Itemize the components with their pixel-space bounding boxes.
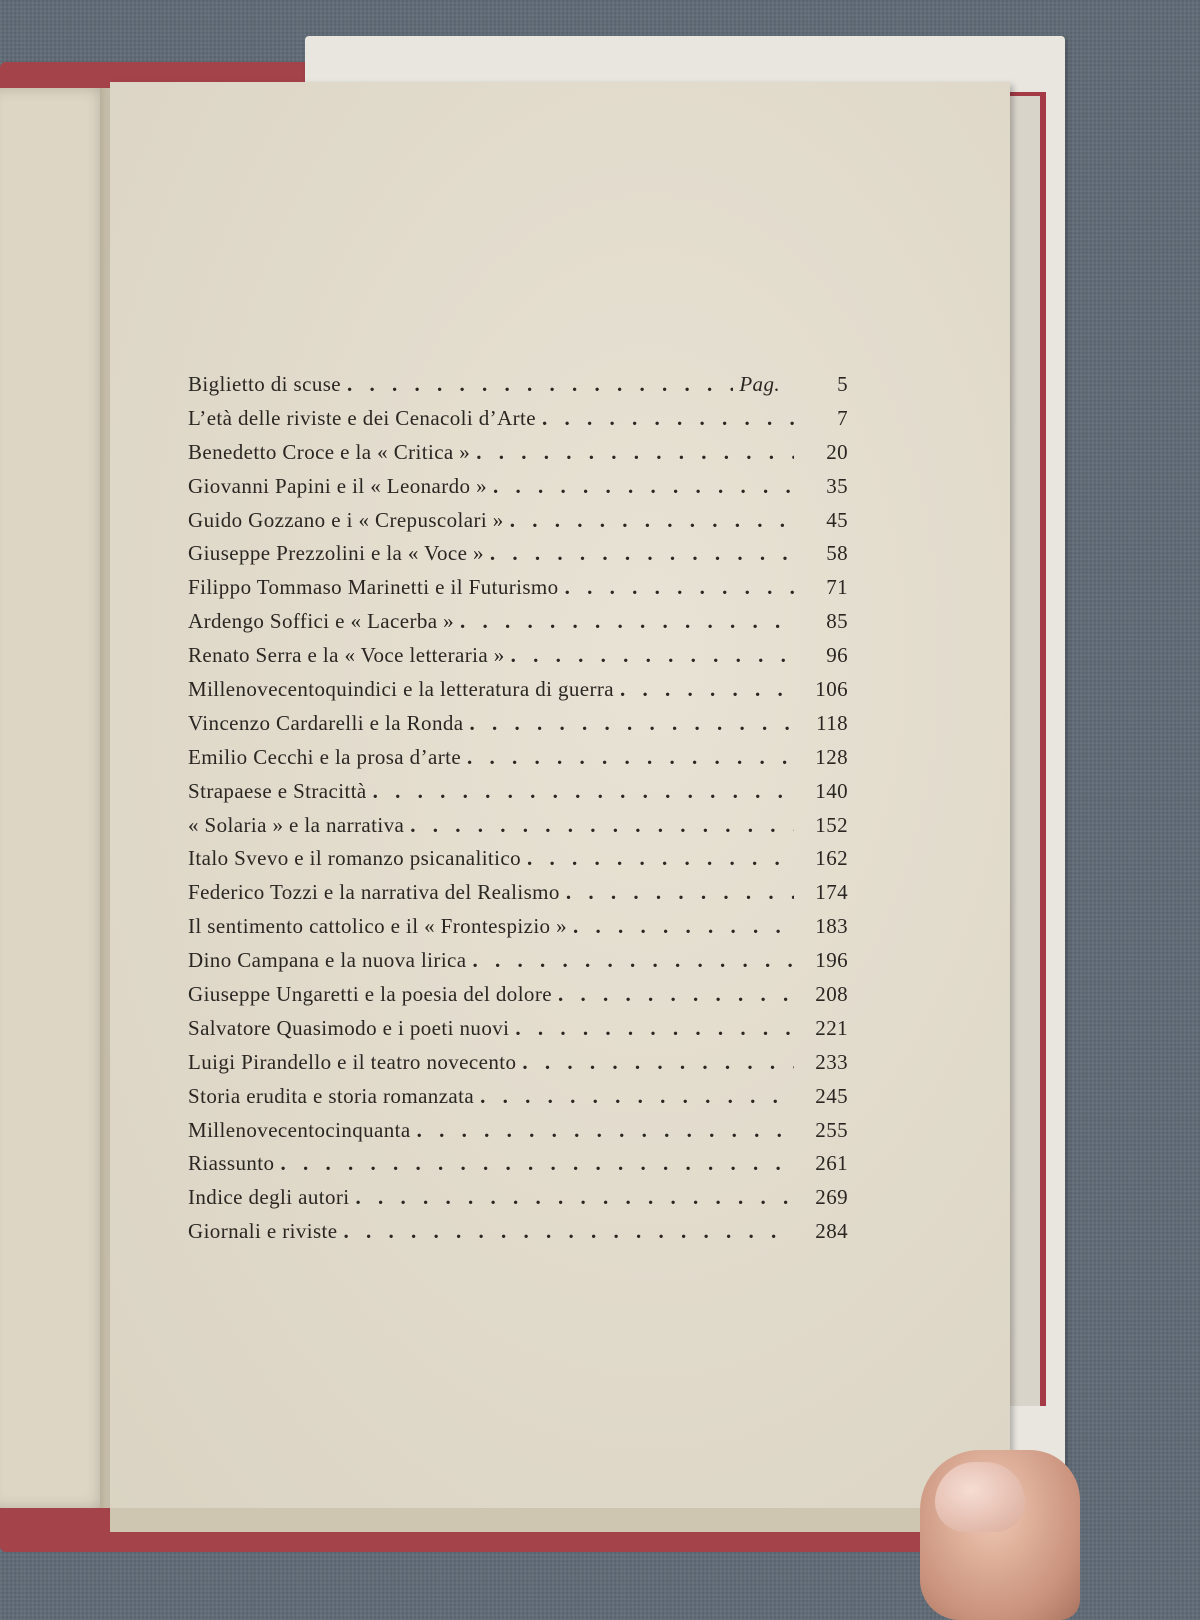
toc-entry xyxy=(188,880,848,914)
toc-entry-title: Filippo Tommaso Marinetti e il Futurismo xyxy=(188,575,559,600)
toc-entry xyxy=(188,372,848,406)
toc-entry-page: 45 xyxy=(826,507,848,532)
toc-entry xyxy=(188,1151,848,1185)
toc-entry-page: 162 xyxy=(815,846,848,871)
toc-entry-title: Benedetto Croce e la « Critica » xyxy=(188,439,471,464)
toc-entry xyxy=(188,745,848,779)
dot-leader xyxy=(565,575,794,600)
toc-entry-title: Giovanni Papini e il « Leonardo » xyxy=(188,473,487,498)
toc-entry-page: 152 xyxy=(815,812,848,837)
toc-entry-page: 208 xyxy=(815,982,848,1007)
toc-entry-title: Guido Gozzano e i « Crepuscolari » xyxy=(188,507,504,532)
toc-entry-title: Dino Campana e la nuova lirica xyxy=(188,948,467,973)
toc-entry xyxy=(188,474,848,508)
toc-entry-page: 233 xyxy=(815,1049,848,1074)
dot-leader xyxy=(460,609,794,634)
toc-entry-page: 269 xyxy=(815,1185,848,1210)
toc-entry xyxy=(188,643,848,677)
dot-leader xyxy=(566,880,794,905)
dot-leader xyxy=(515,1016,794,1041)
toc-entry xyxy=(188,440,848,474)
dot-leader xyxy=(373,779,794,804)
toc-entry-title: Renato Serra e la « Voce letteraria » xyxy=(188,643,505,668)
toc-entry-title: Millenovecentoquindici e la letteratura di guerra xyxy=(188,677,615,702)
table-of-contents xyxy=(188,372,848,1253)
toc-entry-page: 118 xyxy=(816,710,848,735)
toc-entry-title: Giuseppe Ungaretti e la poesia del dolore xyxy=(188,982,552,1007)
dot-leader xyxy=(417,1118,794,1143)
toc-entry-page: 20 xyxy=(826,439,848,464)
dot-leader xyxy=(510,508,794,533)
toc-entry-page: 85 xyxy=(826,609,848,634)
toc-entry xyxy=(188,914,848,948)
toc-entry-title: Riassunto xyxy=(188,1151,275,1176)
toc-entry-title: Ardengo Soffici e « Lacerba » xyxy=(188,609,455,634)
toc-entry-title: Giuseppe Prezzolini e la « Voce » xyxy=(188,541,484,566)
dot-leader xyxy=(511,643,794,668)
pag-label: Pag. xyxy=(739,372,780,396)
toc-entry-page: 58 xyxy=(826,541,848,566)
dot-leader xyxy=(344,1219,795,1244)
toc-entry-title: Biglietto di scuse xyxy=(188,372,342,396)
toc-entry-page: 7 xyxy=(837,405,848,430)
toc-entry-title: Italo Svevo e il romanzo psicanalitico xyxy=(188,846,522,871)
toc-entry-page: 96 xyxy=(826,643,848,668)
toc-entry-page: 5 xyxy=(837,372,848,396)
dot-leader xyxy=(542,406,794,431)
toc-entry-page: 245 xyxy=(815,1083,848,1108)
toc-entry-page: 221 xyxy=(815,1015,848,1040)
dot-leader xyxy=(490,541,794,566)
toc-entry xyxy=(188,1016,848,1050)
dot-leader xyxy=(469,711,794,736)
dot-leader xyxy=(473,948,795,973)
dot-leader xyxy=(347,372,733,397)
toc-entry-page: 284 xyxy=(815,1219,848,1244)
toc-entry-page: 71 xyxy=(826,575,848,600)
toc-entry xyxy=(188,711,848,745)
toc-entry-title: Il sentimento cattolico e il « Frontespizio » xyxy=(188,914,568,939)
toc-entry-title: Millenovecentocinquanta xyxy=(188,1117,411,1142)
toc-entry xyxy=(188,609,848,643)
toc-entry-title: Emilio Cecchi e la prosa d’arte xyxy=(188,744,462,769)
toc-entry-page: 35 xyxy=(826,473,848,498)
toc-entry xyxy=(188,1219,848,1253)
left-page xyxy=(0,88,110,1508)
dot-leader xyxy=(480,1084,794,1109)
toc-entry-title: Indice degli autori xyxy=(188,1185,350,1210)
toc-entry-title: Giornali e riviste xyxy=(188,1219,338,1244)
toc-entry-title: Salvatore Quasimodo e i poeti nuovi xyxy=(188,1015,510,1040)
dot-leader xyxy=(410,813,794,838)
toc-entry-page: 196 xyxy=(815,948,848,973)
toc-entry-title: Storia erudita e storia romanzata xyxy=(188,1083,475,1108)
dot-leader xyxy=(573,914,794,939)
toc-entry-page: 255 xyxy=(815,1117,848,1142)
toc-entry xyxy=(188,948,848,982)
dot-leader xyxy=(356,1185,794,1210)
toc-entry xyxy=(188,508,848,542)
toc-entry xyxy=(188,1050,848,1084)
page-bottom-edge xyxy=(110,1508,1010,1532)
toc-entry xyxy=(188,677,848,711)
toc-entry xyxy=(188,1084,848,1118)
toc-entry xyxy=(188,779,848,813)
toc-entry-title: Strapaese e Stracittà xyxy=(188,778,367,803)
toc-entry-title: Luigi Pirandello e il teatro novecento xyxy=(188,1049,517,1074)
dot-leader xyxy=(493,474,794,499)
toc-entry xyxy=(188,1118,848,1152)
toc-entry-page: 140 xyxy=(815,778,848,803)
dot-leader xyxy=(476,440,794,465)
dot-leader xyxy=(467,745,794,770)
toc-entry-title: Federico Tozzi e la narrativa del Realismo xyxy=(188,880,560,905)
toc-entry xyxy=(188,846,848,880)
toc-entry-page: 261 xyxy=(815,1151,848,1176)
dot-leader xyxy=(280,1151,794,1176)
toc-entry xyxy=(188,406,848,440)
toc-entry xyxy=(188,541,848,575)
toc-entry-title: « Solaria » e la narrativa xyxy=(188,812,405,837)
toc-entry-page: 128 xyxy=(815,744,848,769)
toc-entry xyxy=(188,982,848,1016)
dot-leader xyxy=(558,982,794,1007)
toc-entry xyxy=(188,1185,848,1219)
toc-entry xyxy=(188,575,848,609)
thumbnail-fingernail xyxy=(935,1462,1025,1532)
dot-leader xyxy=(527,846,794,871)
toc-entry-title: L’età delle riviste e dei Cenacoli d’Arte xyxy=(188,405,536,430)
dot-leader xyxy=(522,1050,794,1075)
toc-entry-page: 174 xyxy=(815,880,848,905)
toc-entry-page: 183 xyxy=(815,914,848,939)
toc-entry-title: Vincenzo Cardarelli e la Ronda xyxy=(188,710,464,735)
toc-entry-page: 106 xyxy=(815,677,848,702)
toc-entry xyxy=(188,813,848,847)
dot-leader xyxy=(620,677,794,702)
